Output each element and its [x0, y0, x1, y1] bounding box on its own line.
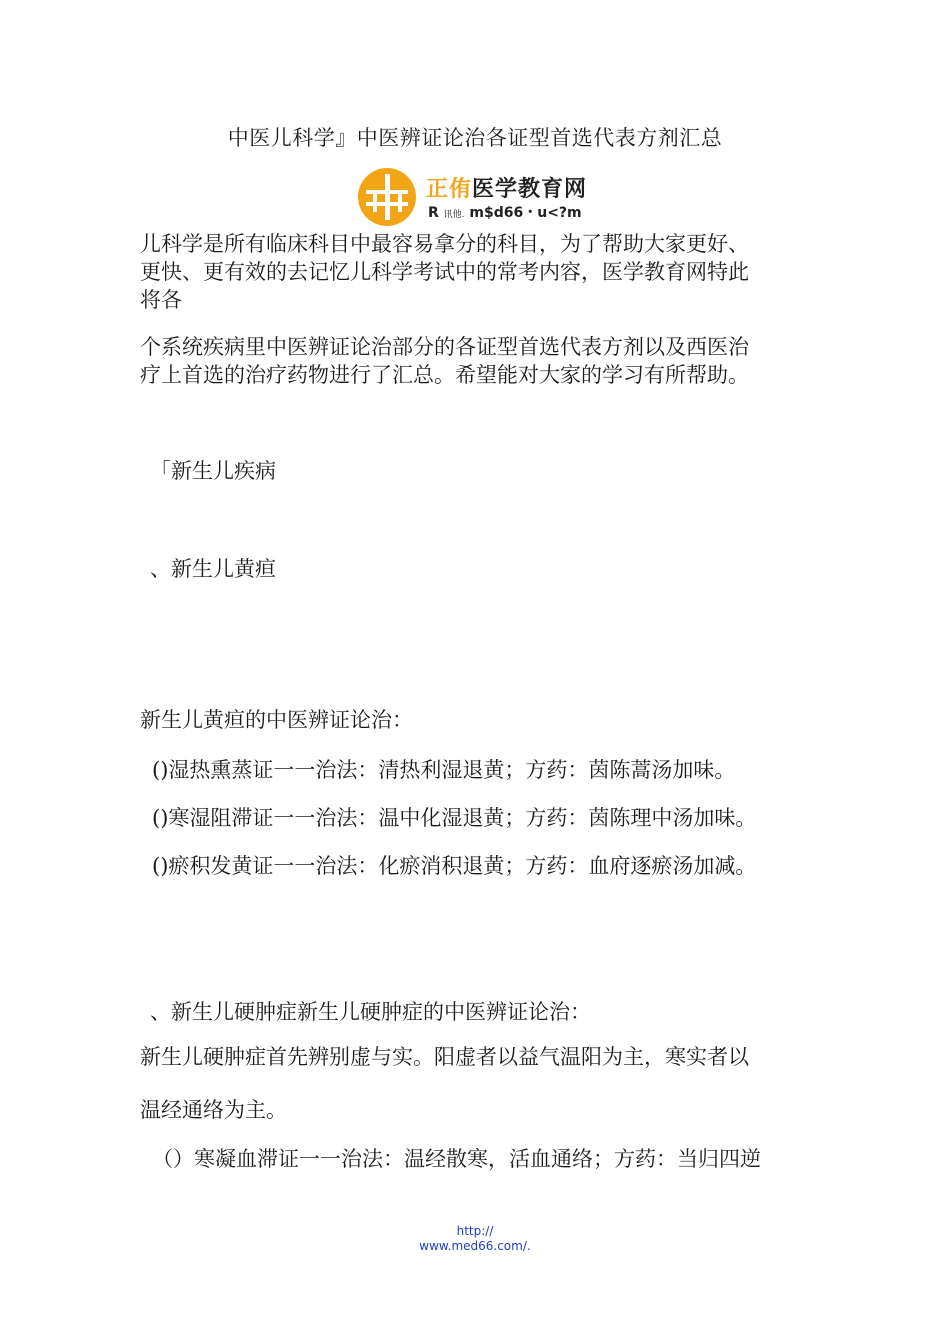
- sclerema-line-1: 新生儿硬肿症首先辨别虚与实。阳虚者以益气温阳为主，寒实者以: [140, 1045, 749, 1069]
- footer-link[interactable]: [0, 1224, 950, 1254]
- logo-url-rest: m$d66・u<?m: [469, 205, 582, 221]
- section-heading: 「新生儿疾病: [150, 459, 276, 483]
- subsection-heading-jaundice: 、新生儿黄疸: [150, 557, 276, 581]
- site-logo: [358, 168, 598, 232]
- list-item: ()寒湿阻滞证一一治法：温中化湿退黄；方药：茵陈理中汤加味。: [152, 806, 757, 830]
- sclerema-line-2: 温经通络为主。: [140, 1098, 287, 1122]
- logo-url: [428, 202, 582, 222]
- logo-name: [426, 172, 587, 203]
- list-item: （）寒凝血滞证一一治法：温经散寒，活血通络；方药：当归四逆: [152, 1147, 761, 1171]
- intro-line-1: 儿科学是所有临床科目中最容易拿分的科目，为了帮助大家更好、: [140, 232, 749, 256]
- intro-line-5: 疗上首选的治疗药物进行了汇总。希望能对大家的学习有所帮助。: [140, 363, 749, 387]
- document-title: 中医儿科学』中医辨证论治各证型首选代表方剂汇总: [227, 126, 723, 150]
- list-item: ()瘀积发黄证一一治法：化瘀消积退黄；方药：血府逐瘀汤加减。: [152, 854, 757, 878]
- intro-line-2: 更快、更有效的去记忆儿科学考试中的常考内容，医学教育网特此: [140, 260, 749, 284]
- list-item: ()湿热熏蒸证一一治法：清热利湿退黄；方药：茵陈蒿汤加味。: [152, 758, 736, 782]
- logo-url-small: 讯他.: [443, 210, 465, 220]
- subsection-heading-sclerema: 、新生儿硬肿症新生儿硬肿症的中医辨证论治：: [150, 1000, 591, 1024]
- logo-name-part2: 医学教育网: [472, 177, 588, 202]
- intro-line-4: 个系统疾病里中医辨证论治部分的各证型首选代表方剂以及西医治: [140, 335, 749, 359]
- logo-name-part1: 正侑: [426, 177, 473, 202]
- footer-url-line-2[interactable]: www.med66.com/.: [419, 1239, 531, 1253]
- jaundice-lead: 新生儿黄疸的中医辨证论治：: [140, 708, 413, 732]
- logo-url-prefix: R: [428, 205, 439, 221]
- intro-line-3: 将各: [140, 288, 182, 312]
- logo-emblem-icon: [358, 168, 416, 226]
- footer-url-line-1[interactable]: http://: [456, 1224, 494, 1238]
